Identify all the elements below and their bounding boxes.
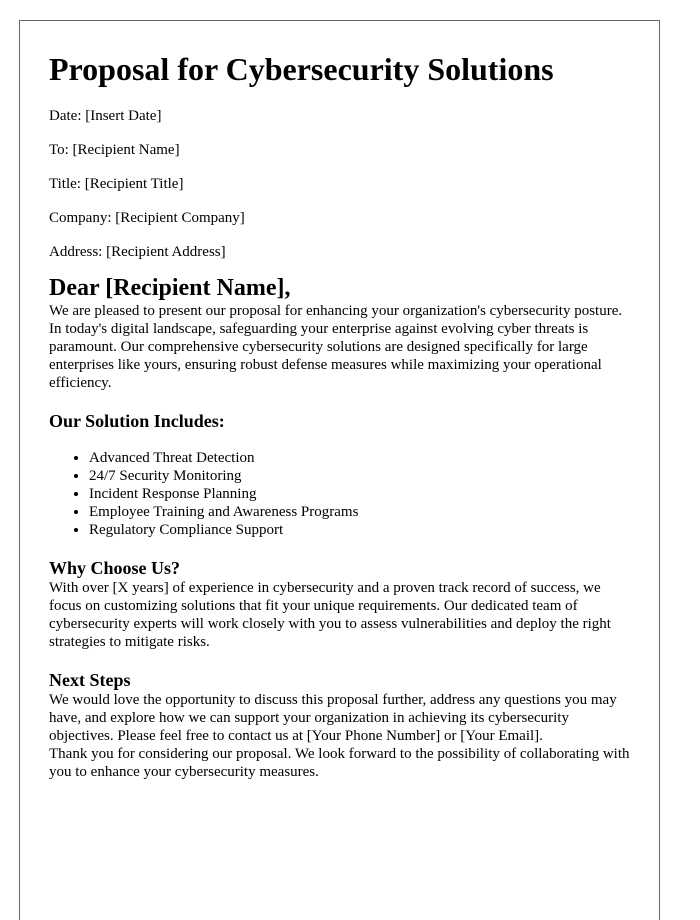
- next-steps-paragraph: We would love the opportunity to discuss this proposal further, address any questions you may have, and explore how we can support your organization in achieving its cybersecurity objectives. Please feel free to contact us at [Your Phone Number] or [Your Email].: [49, 692, 617, 744]
- list-item: • Employee Training and Awareness Programs: [89, 503, 630, 521]
- letter-page: [19, 20, 660, 920]
- list-item: • Advanced Threat Detection: [89, 449, 630, 467]
- page-title: Proposal for Cybersecurity Solutions: [49, 51, 554, 87]
- company-line: Company: [Recipient Company]: [49, 210, 245, 226]
- salutation: Dear [Recipient Name],: [49, 275, 291, 301]
- list-item: • Incident Response Planning: [89, 485, 630, 503]
- date-line: Date: [Insert Date]: [49, 108, 162, 124]
- next-steps-heading: Next Steps: [49, 670, 131, 690]
- address-line: Address: [Recipient Address]: [49, 244, 226, 260]
- to-line: To: [Recipient Name]: [49, 142, 180, 158]
- intro-paragraph: We are pleased to present our proposal for enhancing your organization's cybersecurity posture. In today's digital landscape, safeguarding your enterprise against evolving cyber threats is paramount. Our comprehensive cybersecurity solutions are designed specifically for large enterprises like yours, ensuring robust defense measures while maximizing your operational efficiency.: [49, 303, 623, 391]
- title-line: Title: [Recipient Title]: [49, 176, 184, 192]
- solution-list: [49, 449, 630, 539]
- solution-heading: Our Solution Includes:: [49, 411, 225, 431]
- list-item: • Regulatory Compliance Support: [89, 521, 630, 539]
- why-paragraph: With over [X years] of experience in cybersecurity and a proven track record of success, we focus on customizing solutions that fit your unique requirements. Our dedicated team of cybersecurity experts will work closely with you to assess vulnerabilities and deploy the right strategies to mitigate risks.: [49, 580, 611, 650]
- list-item: • 24/7 Security Monitoring: [89, 467, 630, 485]
- why-heading: Why Choose Us?: [49, 558, 181, 578]
- closing-paragraph: Thank you for considering our proposal. We look forward to the possibility of collaborating with you to enhance your cybersecurity measures.: [49, 746, 630, 780]
